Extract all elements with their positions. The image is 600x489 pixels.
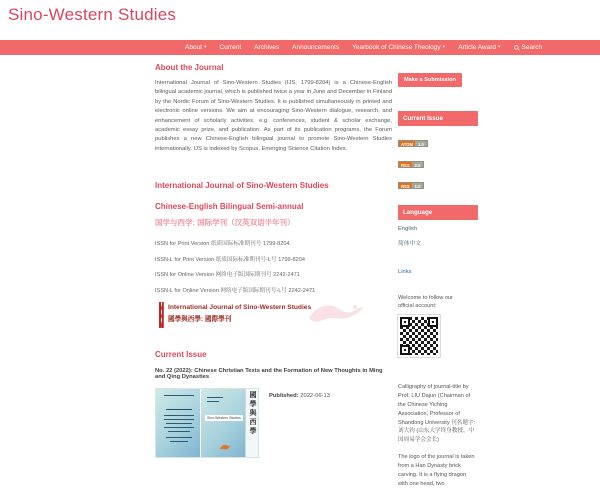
cover-spine-text: 國學與西學 [249, 390, 256, 436]
about-body: International Journal of Sino-Western Studies (IJS, 1799-8204) is a Chinese-English bilingual academic journal, which is published twice a year in June and December in Finland by the Nordic Forum of Sino-Western Studies. It is published simultaneously in printed and electronic online versions. We aim at encouraging Sino-Western dialogue, research, and enhancement of scholarly activities, e.g. conferences, student & scholar exchange, academic essay prize, and publication. As part of its publication programs, the Forum publishes a new Chinese-English bilingual journal to promote Sino-Western Studies internationally. IJS is indexed by Scopus, Emerging Science Citation Index. [155, 80, 392, 152]
language-header: Language [398, 205, 478, 220]
logo-title: International Journal of Sino-Western Studies [168, 303, 312, 311]
rss2-feed-badge[interactable]: RSS 2.0 [398, 161, 424, 168]
issn-l-print: ISSN-L for Print Version 纸质国际标准期刊号-L号 1799-8204 [155, 256, 305, 263]
journal-title-heading: International Journal of Sino-Western Studies [155, 181, 329, 191]
nav-item-announcements[interactable]: Announcements [292, 44, 340, 51]
journal-subtitle-heading: Chinese-English Bilingual Semi-annual [155, 202, 304, 212]
nav-item-article-award[interactable]: Article Award ▾ [458, 44, 501, 51]
issn-online: ISSN for Online Version 网络电子版国际期刊号 2242-2471 [155, 272, 300, 279]
nav-item-current[interactable]: Current [219, 44, 242, 51]
dragon-watermark-icon [305, 300, 365, 326]
chevron-down-icon: ▾ [498, 44, 501, 50]
chevron-down-icon: ▾ [442, 44, 446, 50]
main-nav [0, 40, 600, 55]
journal-chinese-heading: 国学与西学: 国际学刊（汉英双语半年刊） [155, 218, 295, 228]
cover-dragon-icon [219, 443, 231, 451]
journal-logo [155, 302, 392, 330]
make-submission-button[interactable]: Make a Submission [398, 73, 462, 87]
qr-code [398, 315, 440, 357]
published-date: Published: 2022-06-13 [269, 392, 330, 399]
issn-l-online: ISSN-L for Online Version 网络电子版国际期刊号-L号 2242-2471 [155, 287, 316, 294]
nav-item-yearbook[interactable]: Yearbook of Chinese Theology ▾ [352, 44, 446, 51]
issn-block [155, 239, 392, 294]
issn-print: ISSN for Print Version 纸质国际标准期刊号 1799-8204 [155, 241, 290, 248]
cover-label: Sino-Western Studies [207, 415, 241, 420]
about-section [155, 63, 392, 154]
follow-text: Welcome to follow our official account: [398, 295, 453, 310]
nav-item-about[interactable]: About ▾ [185, 44, 207, 51]
chevron-down-icon: ▾ [204, 44, 207, 50]
nav-item-search[interactable]: Search [514, 44, 543, 51]
current-issue-section [155, 350, 392, 458]
rss1-feed-badge[interactable]: RSS 1.0 [398, 182, 424, 189]
language-chinese-link[interactable]: 简体中文 [398, 241, 422, 247]
about-heading: About the Journal [155, 63, 224, 72]
nav-item-archives[interactable]: Archives [254, 44, 280, 51]
logo-origin-text: The logo of the journal is taken from a Han Dynasty brick carving. It is a flying dragon with one head, two [398, 454, 475, 488]
feed-badges [398, 133, 482, 196]
sidebar [398, 68, 482, 489]
links-label[interactable]: Links [398, 269, 412, 275]
logo-subtitle: 國學與西學: 國際學刊 [168, 315, 232, 323]
atom-feed-badge[interactable]: ATOM 1.0 [398, 140, 428, 147]
current-issue-heading: Current Issue [155, 349, 207, 359]
main-content [155, 63, 392, 458]
journal-info-section [155, 181, 392, 330]
sidebar-current-issue-header: Current Issue [398, 111, 478, 126]
issue-cover-image[interactable] [155, 388, 259, 458]
site-title[interactable]: Sino-Western Studies [8, 5, 177, 24]
search-icon [514, 45, 520, 51]
language-english-link[interactable]: English [398, 226, 418, 232]
dragon-seal-icon [159, 302, 164, 328]
calligraphy-text: Calligraphy of journal-title by Prof. LIU Dajun (Chairman of the Chinese Yiching Association, Professor of Shandong University 刊名题字: 刘大钧 (山东大学终身教授、中国周易学会会长) [398, 383, 476, 444]
issue-title[interactable]: No. 22 (2022): Chinese Christian Texts and the Formation of New Thoughts in Ming and Qing Dynasties [155, 367, 383, 380]
